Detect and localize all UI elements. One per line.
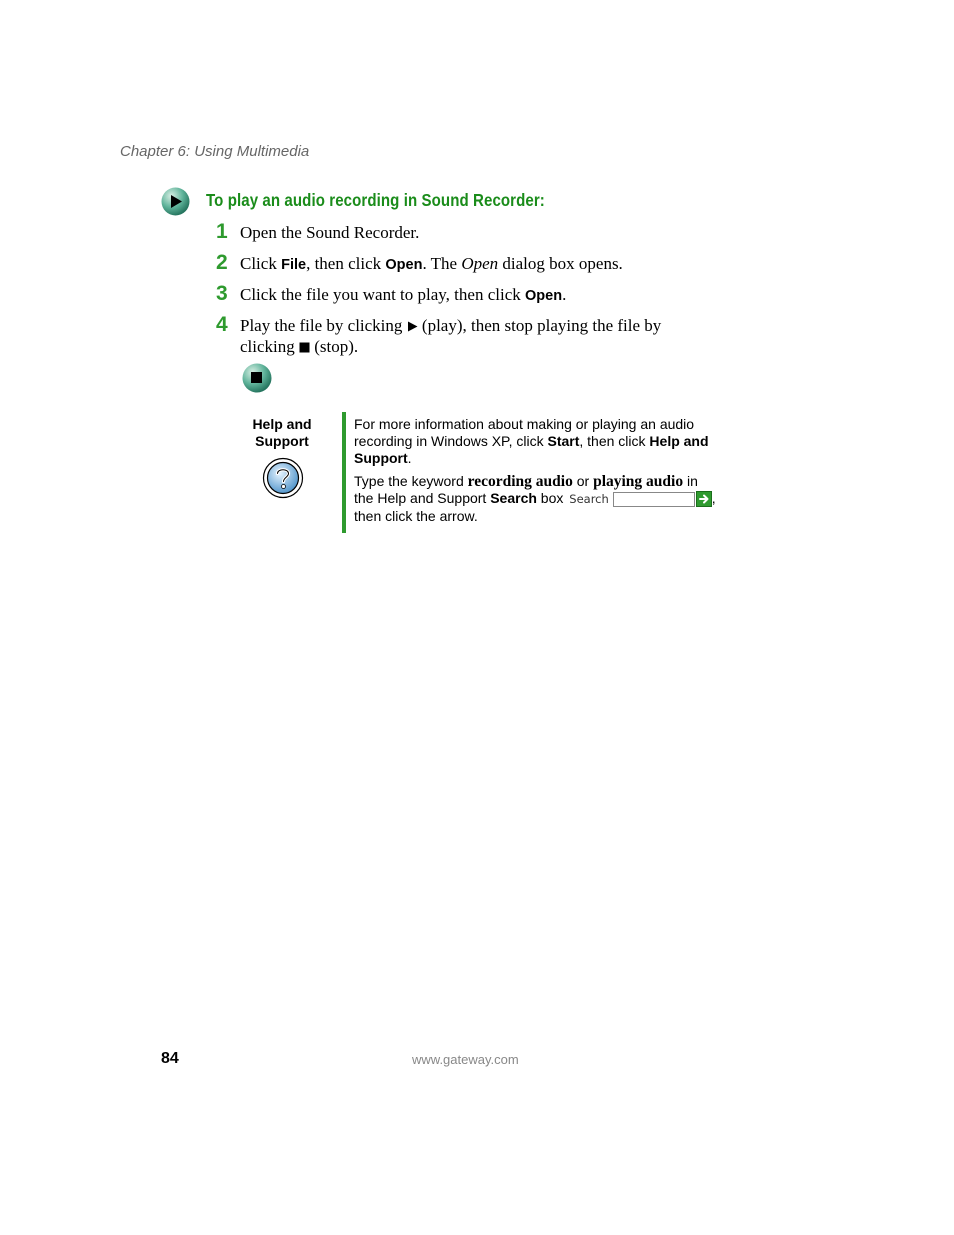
step-text (240, 316, 702, 358)
step-number: 2 (216, 251, 228, 274)
step-text (240, 285, 710, 307)
step-text-fragment: (stop). (310, 336, 359, 356)
step-text-fragment: Click (240, 254, 282, 273)
step-text-fragment: , then click (306, 254, 386, 273)
help-text-fragment: box (536, 490, 568, 506)
stop-glyph-icon (299, 338, 310, 358)
search-field-label: Search (569, 492, 609, 506)
help-and-support-label (246, 416, 318, 450)
help-label-line: Support (255, 433, 309, 449)
step-text (240, 254, 710, 276)
search-label-bold: Search (490, 490, 537, 506)
step-text-fragment: . (562, 285, 567, 304)
step-1-text: Open the Sound Recorder. (240, 223, 420, 242)
procedure-title: To play an audio recording in Sound Recorder: (206, 190, 545, 210)
menu-open-label: Open (385, 257, 423, 273)
go-arrow-icon (696, 491, 712, 507)
help-label-line: Help and (252, 416, 312, 432)
help-text-block (354, 416, 716, 531)
play-arrow-icon (161, 187, 190, 216)
dialog-name: Open (461, 254, 499, 273)
help-paragraph (354, 416, 716, 467)
help-text-fragment: For more information about making or playing an audio recording in Windows XP, click (354, 416, 695, 449)
stop-square-icon (242, 363, 272, 393)
open-button-label: Open (525, 288, 563, 304)
keyword-recording-audio: recording audio (467, 473, 573, 490)
step-text-fragment: . The (422, 254, 462, 273)
search-input (613, 492, 695, 507)
help-question-icon (262, 457, 304, 499)
help-text-fragment: , then click the arrow. (354, 490, 716, 524)
help-text-fragment: , then click (579, 433, 650, 449)
step-number: 3 (216, 282, 228, 305)
step-text-fragment: (play), then stop playing the file by clicking (240, 316, 662, 356)
step-number: 4 (216, 313, 228, 336)
help-divider (342, 412, 346, 533)
step-text-fragment: Click the file you want to play, then click (240, 285, 525, 304)
help-text-fragment: Type the keyword (354, 473, 468, 489)
keyword-playing-audio: playing audio (593, 473, 684, 490)
help-and-support-menu-label: Help and Support (354, 433, 709, 466)
chapter-header: Chapter 6: Using Multimedia (120, 143, 310, 160)
help-text-fragment: in the Help and Support (354, 473, 698, 506)
step-text (240, 223, 710, 243)
footer-url: www.gateway.com (412, 1052, 519, 1067)
step-text-fragment: Play the file by clicking (240, 316, 407, 335)
help-paragraph (354, 473, 716, 525)
help-text-fragment: . (407, 450, 412, 466)
menu-file-label: File (281, 257, 307, 273)
help-text-fragment: or (572, 473, 594, 489)
page-number: 84 (161, 1050, 179, 1067)
step-text-fragment: dialog box opens. (498, 254, 623, 273)
start-label: Start (547, 433, 580, 449)
step-number: 1 (216, 220, 228, 243)
play-glyph-icon (407, 317, 418, 337)
